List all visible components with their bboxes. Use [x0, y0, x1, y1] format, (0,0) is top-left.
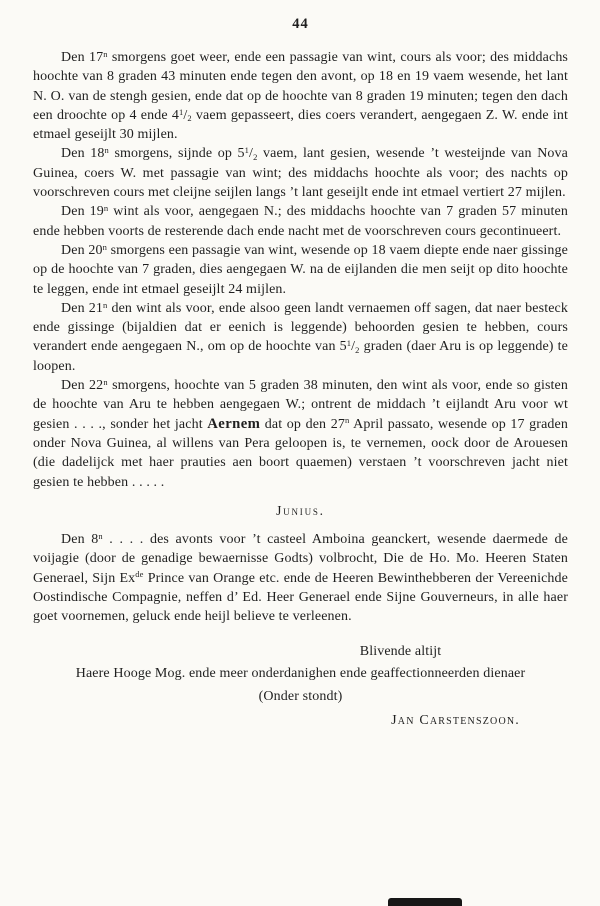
paragraph: Den 18$^n$ smorgens, sijnde op $5^1/_2$ vaem, lant gesien, wesende ’t westeijnde van Nova Guinea, coers W. met passagie van wint; des middachs hoochte als voor; des nachts op voorschreven cours met cleijne seijlen langs ’t lant geseijlt ende int etmael vertiert 27 mijlen.: [33, 145, 569, 201]
paragraph: Den 22$^n$ smorgens, hoochte van 5 graden 38 minuten, den wint als voor, ende so gisten de hoochte van Aru te hebben aengegaen W.; ontrent de middach ’t eijlandt Aru voor wt gesien . . . ., sonder het jacht Aernem dat op den 27$^n$ April passato, wesende op 17 graden onder Nova Guinea, al willens van Pera geloopen is, te vernemen, oock door de Arouesen (die dadelijck met haer prauties aen boort quaemen) verstaen ’t voorschreven jacht niet gesien te hebben . . . . .: [33, 376, 569, 490]
paragraph: Den 19$^n$ wint als voor, aengegaen N.; des middachs hoochte van 7 graden 57 minuten ende hebben voorts de resterende dach ende nacht met de voorschreven cours gecontinueert.: [33, 203, 568, 239]
section-heading: Junius.: [276, 502, 325, 518]
signature-line: Jan Carstenszoon.: [391, 712, 520, 728]
valediction-line: Blivende altijt: [359, 643, 442, 659]
paragraph: Den 17$^n$ smorgens goet weer, ende een passagie van wint, cours als voor; des middachs hoochte van 8 graden 43 minuten ende tegen den avont, op 18 en 19 vaem wesende, het lant N. O. van de stengh gesien, ende dat op de hoochte van 8 graden 19 minuten; tegen den dach een droochte op 4 ende $4^1/_2$ vaem gepasseert, dies coers verandert, aengegaen Z. W. ende int etmael geseijlt 30 mijlen.: [33, 48, 569, 143]
page-body: [33, 48, 568, 730]
closing-line: (Onder stondt): [258, 689, 343, 705]
paragraph: Den 20$^n$ smorgens een passagie van wint, wesende op 18 vaem diepte ende naer gissinge op de hoochte van 7 graden, dies aengegaen W. na de eijlanden die men seijt op dito hoochte te leggen, ende int etmael geseijlt 24 mijlen.: [33, 241, 568, 297]
scan-artifact: [388, 898, 462, 906]
paragraph: Den 8$^n$ . . . . des avonts voor ’t casteel Amboina geanckert, wesende daermede de voijagie (door de genadige bewaernisse Godts) volbrocht, Die de Ho. Mo. Heeren Staten Generael, Sijn $Ex^{de}$ Prince van Orange etc. ende de Heeren Bewinthebberen der Vereenichde Oostindische Compagnie, neffen d’ Ed. Heer Generael ende Sijne Gouverneurs, in alle haer goet voornemen, geluck ende heijl believe te verleenen.: [33, 530, 568, 625]
closing-line: Haere Hooge Mog. ende meer onderdanighen ende geaffectionneerden dienaer: [75, 666, 526, 682]
page-number: 44: [292, 16, 309, 32]
paragraph: Den 21$^n$ den wint als voor, ende alsoo geen landt vernaemen off sagen, dat naer besteck ende gissinge (bijaldien dat er eenich is leggende) behoorden gesien te hebben, cours verandert ende aengegaen N., om op de hoochte van $5^1/_2$ graden (daer Aru is op leggende) te loopen.: [33, 299, 569, 374]
